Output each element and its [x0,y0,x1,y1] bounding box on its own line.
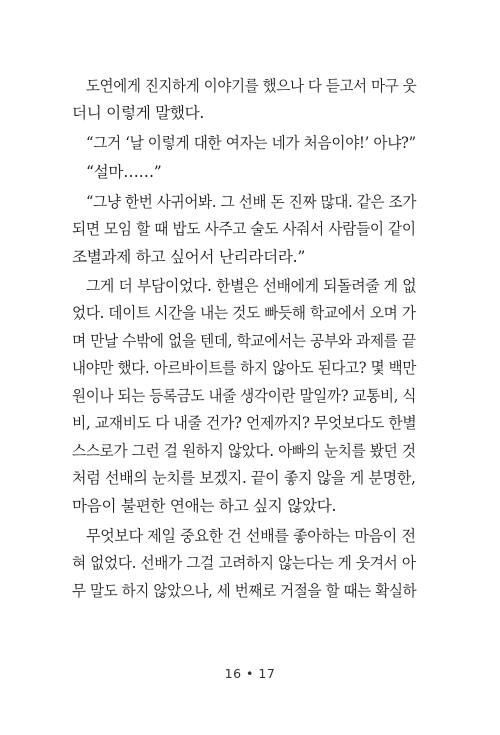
text-line: “그거 ‘날 이렇게 대한 여자는 네가 처음이야!’ 아냐?” [86,134,416,152]
text-line: 며 만날 수밖에 없을 텐데, 학교에서는 공부와 과제를 끝 [72,332,416,350]
text-line: 혀 없었다. 선배가 그걸 고려하지 않는다는 게 웃겨서 아 [72,554,416,572]
page-number: 16 • 17 [224,666,276,681]
text-line: 처럼 선배의 눈치를 보겠지. 끝이 좋지 않을 게 분명한, [72,469,416,487]
text-line: 조별과제 하고 싶어서 난리라더라.” [72,248,305,266]
text-line: 마음이 불편한 연애는 하고 싶지 않았다. [72,497,337,515]
text-line: 되면 모임 할 때 밥도 사주고 술도 사줘서 사람들이 같이 [72,220,416,238]
text-line: “그냥 한번 사귀어봐. 그 선배 돈 진짜 많대. 같은 조가 [86,193,417,211]
text-line: “설마……” [86,163,162,181]
text-line: 었다. 데이트 시간을 내는 것도 빠듯해 학교에서 오며 가 [72,304,416,322]
text-line: 도연에게 진지하게 이야기를 했으나 다 듣고서 마구 웃 [86,77,417,95]
text-line: 더니 이렇게 말했다. [72,104,205,122]
text-line: 무 말도 하지 않았으나, 세 번째로 거절을 할 때는 확실하 [72,582,417,600]
text-line: 무엇보다 제일 중요한 건 선배를 좋아하는 마음이 전 [86,527,416,545]
text-line: 내야만 했다. 아르바이트를 하지 않아도 된다고? 몇 백만 [72,359,417,377]
text-line: 원이나 되는 등록금도 내줄 생각이란 말일까? 교통비, 식 [72,387,417,405]
text-line: 그게 더 부담이었다. 한별은 선배에게 되돌려줄 게 없 [86,277,417,295]
text-line: 비, 교재비도 다 내줄 건가? 언제까지? 무엇보다도 한별 [72,414,417,432]
text-line: 스스로가 그런 걸 원하지 않았다. 아빠의 눈치를 봤던 것 [72,442,416,460]
